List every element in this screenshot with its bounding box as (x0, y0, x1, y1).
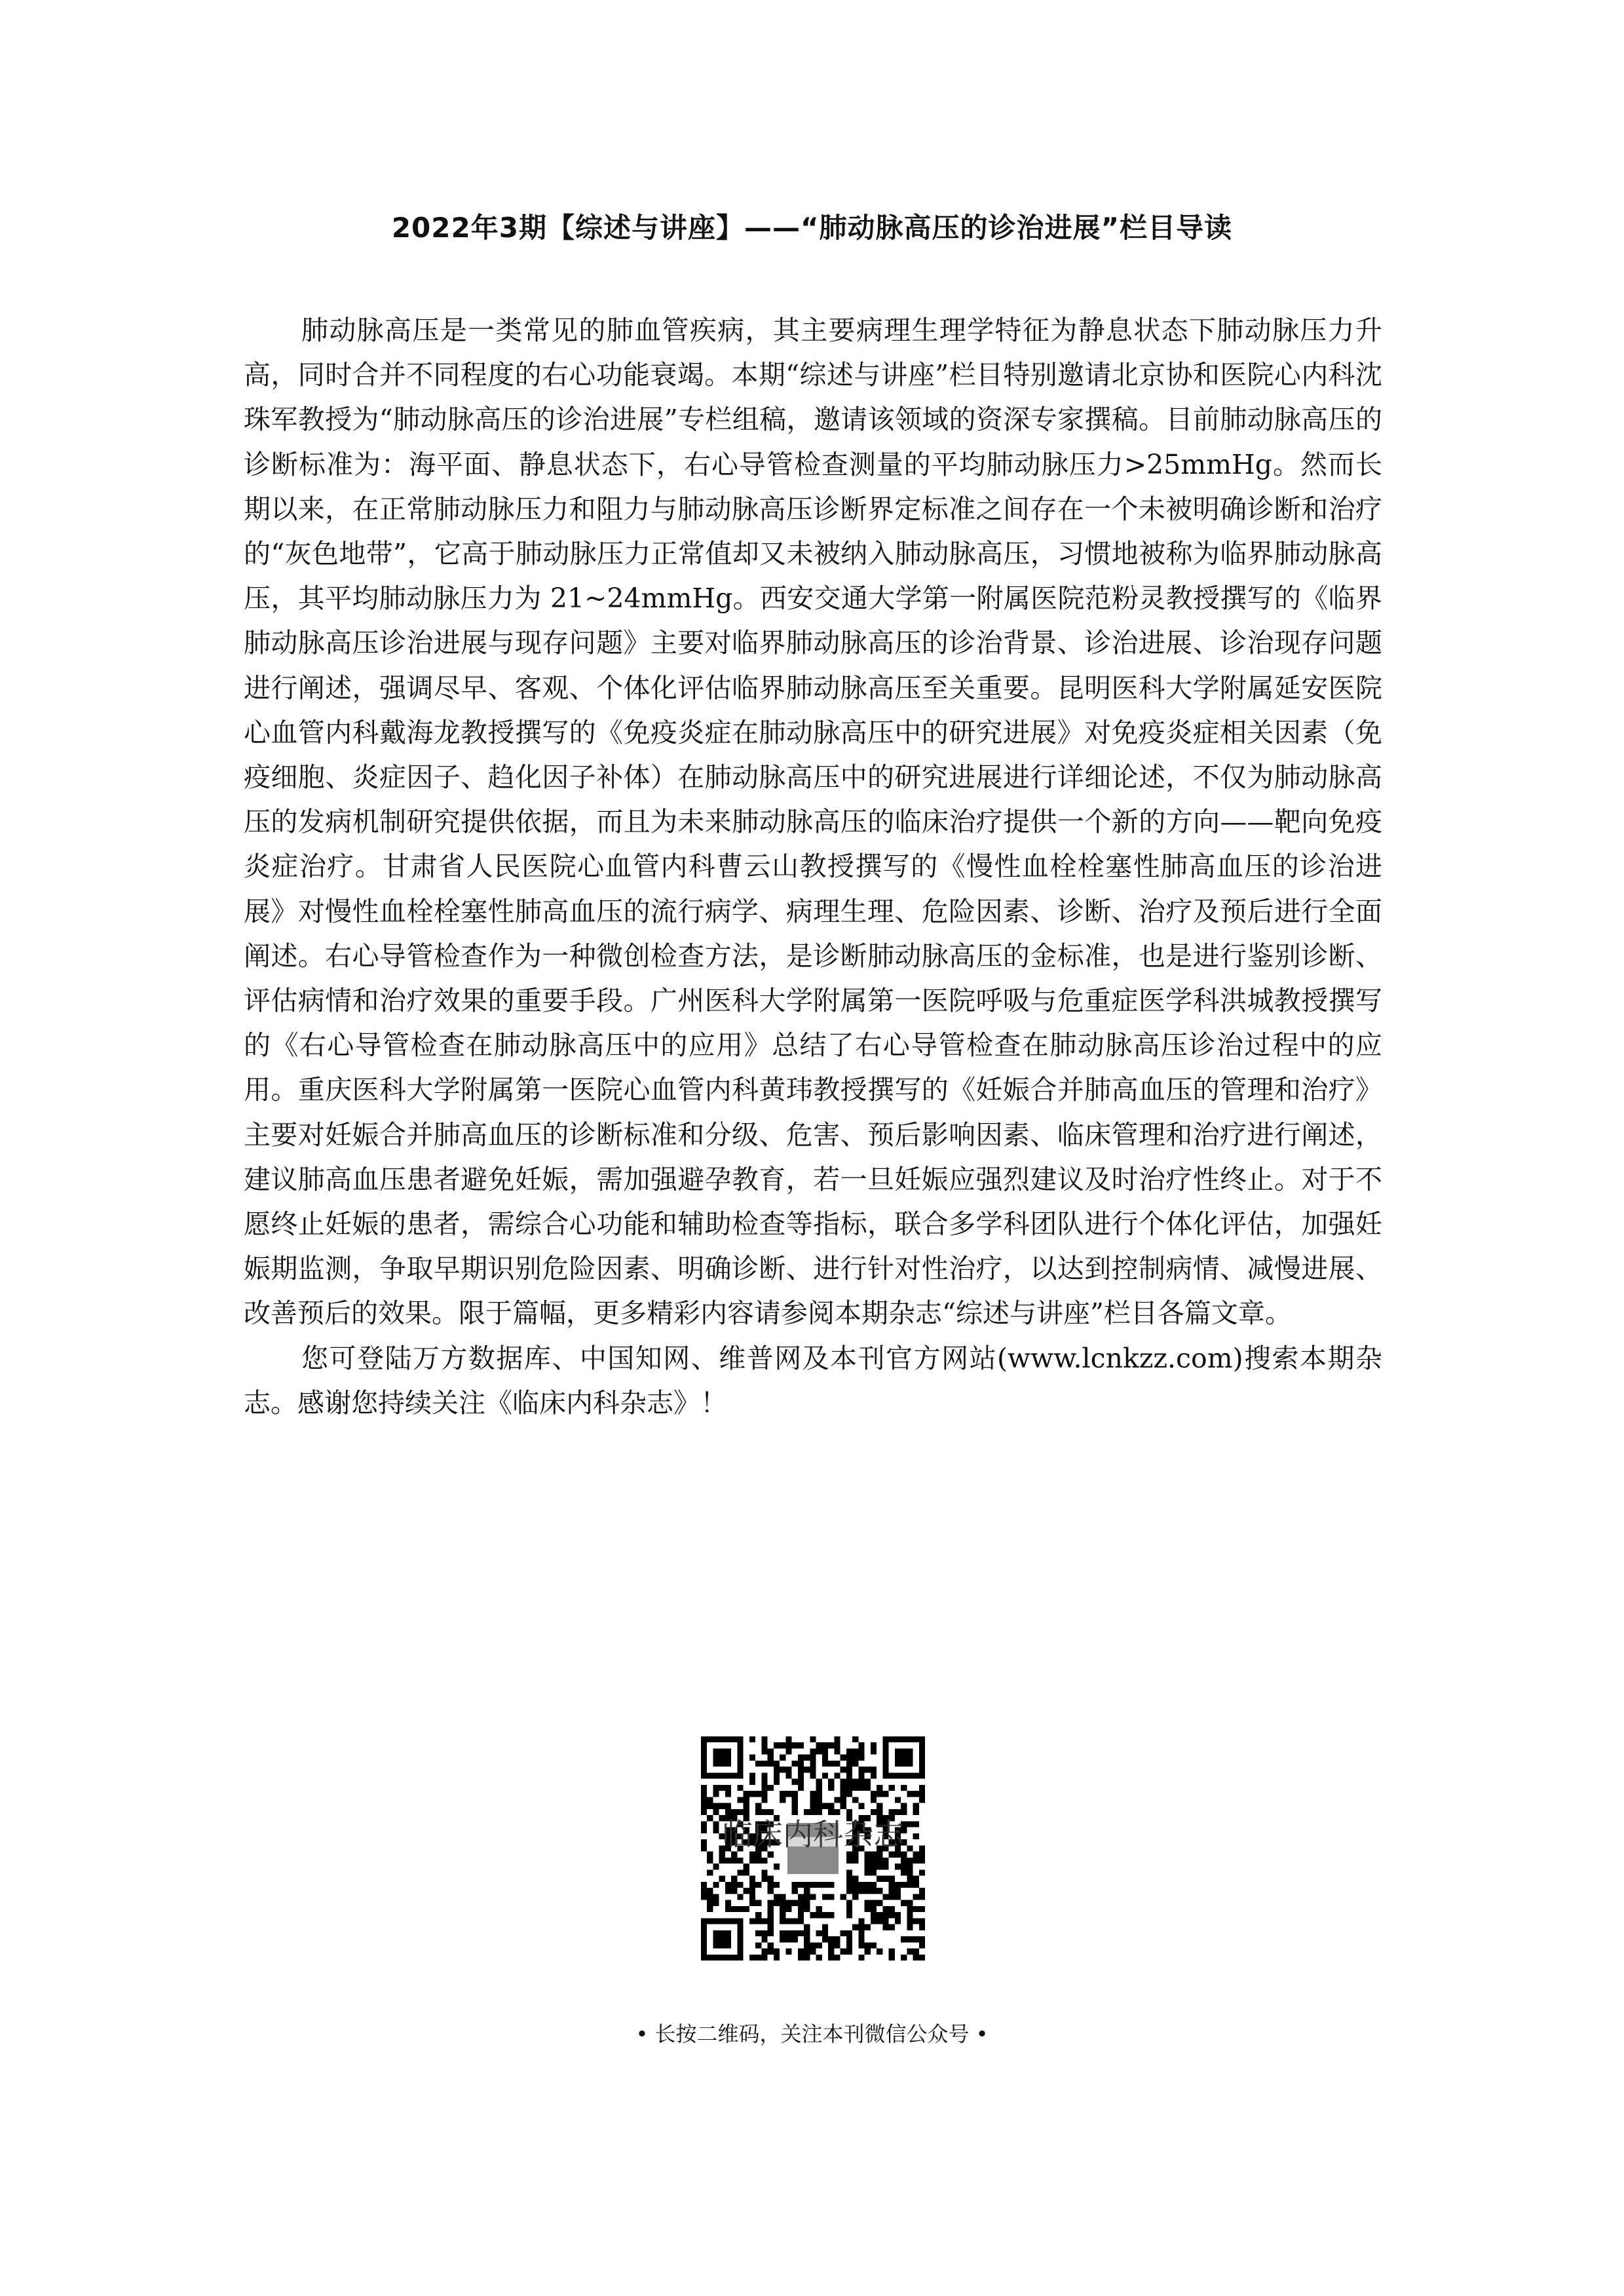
wechat-qr-code (701, 1736, 925, 1961)
article-body (244, 308, 1382, 1425)
intro-paragraph: 肺动脉高压是一类常见的肺血管疾病，其主要病理生理学特征为静息状态下肺动脉压力升高，同时合并不同程度的右心功能衰竭。本期“综述与讲座”栏目特别邀请北京协和医院心内科沈珠军教授为“肺动脉高压的诊治进展”专栏组稿，邀请该领域的资深专家撰稿。目前肺动脉高压的诊断标准为：海平面、静息状态下，右心导管检查测量的平均肺动脉压力>25mmHg。然而长期以来，在正常肺动脉压力和阻力与肺动脉高压诊断界定标准之间存在一个未被明确诊断和治疗的“灰色地带”，它高于肺动脉压力正常值却又未被纳入肺动脉高压，习惯地被称为临界肺动脉高压，其平均肺动脉压力为 21~24mmHg。西安交通大学第一附属医院范粉灵教授撰写的《临界肺动脉高压诊治进展与现存问题》主要对临界肺动脉高压的诊治背景、诊治进展、诊治现存问题进行阐述，强调尽早、客观、个体化评估临界肺动脉高压至关重要。昆明医科大学附属延安医院心血管内科戴海龙教授撰写的《免疫炎症在肺动脉高压中的研究进展》对免疫炎症相关因素（免疫细胞、炎症因子、趋化因子补体）在肺动脉高压中的研究进展进行详细论述，不仅为肺动脉高压的发病机制研究提供依据，而且为未来肺动脉高压的临床治疗提供一个新的方向——靶向免疫炎症治疗。甘肃省人民医院心血管内科曹云山教授撰写的《慢性血栓栓塞性肺高血压的诊治进展》对慢性血栓栓塞性肺高血压的流行病学、病理生理、危险因素、诊断、治疗及预后进行全面阐述。右心导管检查作为一种微创检查方法，是诊断肺动脉高压的金标准，也是进行鉴别诊断、评估病情和治疗效果的重要手段。广州医科大学附属第一医院呼吸与危重症医学科洪城教授撰写的《右心导管检查在肺动脉高压中的应用》总结了右心导管检查在肺动脉高压诊治过程中的应用。重庆医科大学附属第一医院心血管内科黄玮教授撰写的《妊娠合并肺高血压的管理和治疗》主要对妊娠合并肺高血压的诊断标准和分级、危害、预后影响因素、临床管理和治疗进行阐述，建议肺高血压患者避免妊娠，需加强避孕教育，若一旦妊娠应强烈建议及时治疗性终止。对于不愿终止妊娠的患者，需综合心功能和辅助检查等指标，联合多学科团队进行个体化评估，加强妊娠期监测，争取早期识别危险因素、明确诊断、进行针对性治疗，以达到控制病情、减慢进展、改善预后的效果。限于篇幅，更多精彩内容请参阅本期杂志“综述与讲座”栏目各篇文章。 (244, 315, 1382, 1330)
qr-center-label: 临床内科杂志 (722, 1816, 904, 1852)
access-paragraph: 您可登陆万方数据库、中国知网、维普网及本刊官方网站(www.lcnkzz.com)搜索本期杂志。感谢您持续关注《临床内科杂志》！ (244, 1342, 1382, 1419)
qr-caption: • 长按二维码，关注本刊微信公众号 • (635, 2021, 989, 2046)
page-title: 2022年3期【综述与讲座】——“肺动脉高压的诊治进展”栏目导读 (391, 212, 1233, 244)
qr-code-icon (701, 1736, 925, 1961)
